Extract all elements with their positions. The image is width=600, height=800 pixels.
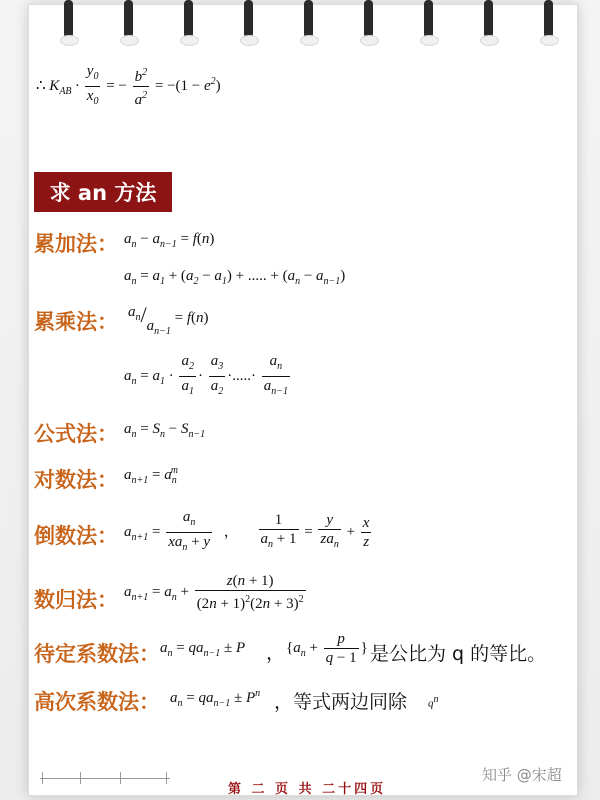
spiral-binding [56, 0, 556, 40]
method-label-leijia: 累加法： [34, 232, 118, 256]
binding-ring [424, 0, 433, 38]
notebook-page [28, 4, 578, 796]
binding-ring [64, 0, 73, 38]
formula-gaoci-divisor: $q^n$ [428, 694, 439, 710]
footer-decoration [40, 772, 170, 786]
formula-kab: ∴ $K_{AB}$ · $\frac{y_0}{x_0}$ = − $\frac{b^2}{a^2}$ = $-(1 - e^2)$ [36, 63, 221, 108]
method-label-duishu: 对数法： [34, 468, 118, 492]
binding-ring [544, 0, 553, 38]
method-label-leicheng: 累乘法： [34, 310, 118, 334]
binding-ring [124, 0, 133, 38]
daiding-comma: ， [266, 642, 286, 664]
formula-daiding-2: {$a_n$ + $\frac{p}{q - 1}$ } [286, 631, 368, 666]
formula-leijia-2: $a_n = a_1 + (a_2 - a_1)$ + ..... + $(a_n - a_{n-1})$ [124, 268, 346, 287]
formula-gongshi: $a_n = S_n - S_{n-1}$ [124, 421, 206, 440]
formula-leicheng-2: $a_n = a_1$ · $\frac{a_2}{a_1}$ · $\frac{a_3}{a_2}$ ·.....· $\frac{a_n}{a_{n-1}}$ [124, 353, 288, 397]
daiding-description: 是公比为 q 的等比。 [370, 643, 547, 665]
binding-ring [244, 0, 253, 38]
binding-ring [484, 0, 493, 38]
method-label-shugui: 数归法： [34, 588, 118, 612]
watermark: 知乎 @宋超 [482, 766, 562, 784]
method-label-daiding: 待定系数法： [34, 642, 160, 666]
binding-ring [364, 0, 373, 38]
formula-daoshu: $a_{n+1}$ = $\frac{a_n}{xa_n + y}$ ， $\frac{1}{a_n + 1}$ = $\frac{y}{za_n}$ + $\frac{x}{z}$ [124, 509, 370, 553]
page-number: 第 二 页 共 二十四页 [228, 782, 387, 797]
formula-shugui: $a_{n+1} = a_n$ + $\frac{z(n + 1)}{(2n + 1)^2(2n + 3)^2}$ [124, 573, 304, 612]
section-heading: 求 an 方法 [34, 172, 172, 212]
formula-leijia-1: $a_n - a_{n-1} = f(n)$ [124, 231, 215, 250]
binding-ring [304, 0, 313, 38]
formula-leicheng-1: $a_n/a_{n-1} = f(n)$ [128, 302, 209, 337]
formula-gaoci: $a_n = qa_{n-1} \pm P^n$ [170, 688, 261, 709]
formula-daiding-1: $a_n = qa_{n-1} \pm P$ [160, 640, 246, 659]
method-label-daoshu: 倒数法： [34, 524, 118, 548]
binding-ring [184, 0, 193, 38]
formula-duishu: $a_{n+1} = a_n^m$ [124, 465, 178, 486]
method-label-gaoci: 高次系数法： [34, 690, 160, 714]
method-label-gongshi: 公式法： [34, 422, 118, 446]
gaoci-description: ，等式两边同除 [274, 691, 408, 713]
